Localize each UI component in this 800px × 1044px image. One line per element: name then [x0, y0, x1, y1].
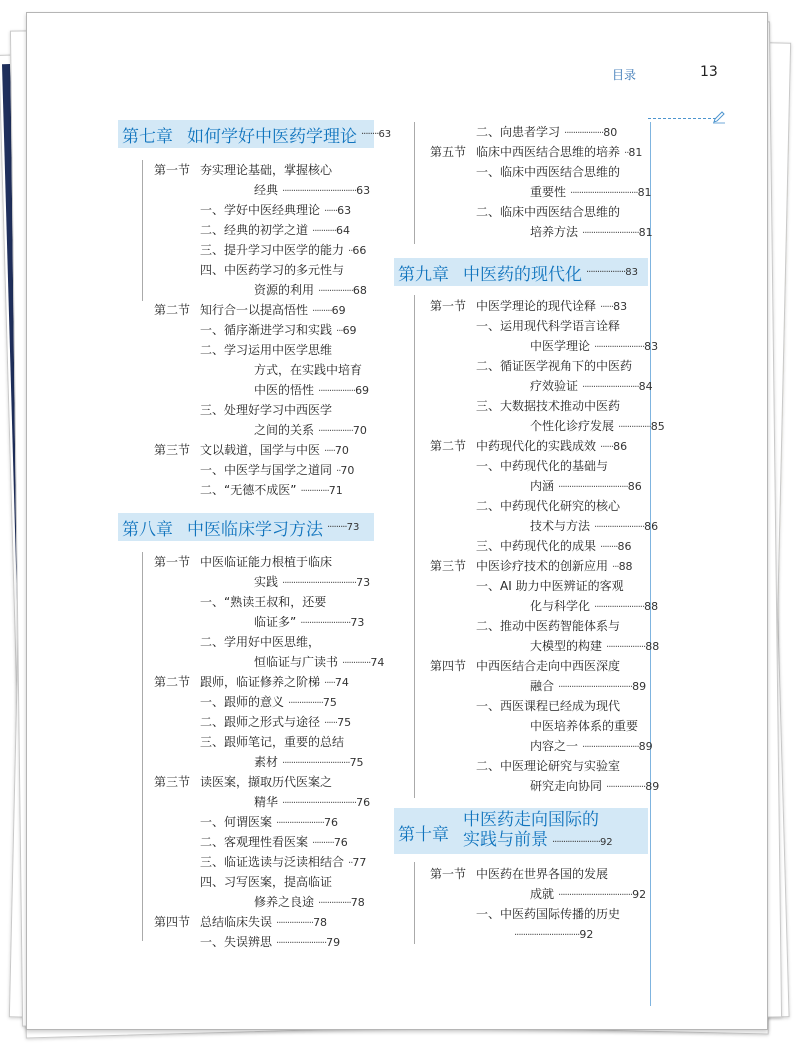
entry-title: 读医案，撷取历代医案之 [200, 775, 333, 789]
section-number: 第一节 [154, 163, 191, 177]
leader-dots: ················· [318, 386, 356, 397]
entry-title: 跟师，临证修养之阶梯 [200, 675, 321, 689]
leader-dots: ······························· [282, 758, 350, 769]
leader-dots: ··············· [618, 422, 651, 433]
toc-subsection-entry[interactable] [530, 336, 658, 356]
toc-subsection-entry[interactable] [476, 756, 624, 776]
entry-title: 二、学用好中医思维， [200, 635, 321, 649]
entry-page: 73 [350, 616, 365, 629]
entry-title: 一、中医学与国学之道同 [200, 463, 333, 477]
section-number: 第三节 [154, 443, 191, 457]
entry-title: 中西医结合走向中西医深度 [476, 659, 621, 673]
toc-subsection-entry[interactable] [476, 536, 631, 556]
entry-title: 夯实理论基础，掌握核心 [200, 163, 333, 177]
entry-page: 83 [644, 340, 659, 353]
toc-section-entry[interactable] [430, 436, 627, 456]
entry-page: 64 [335, 224, 350, 237]
toc-subsection-entry[interactable] [530, 776, 659, 796]
leader-dots: ··············· [318, 898, 351, 909]
entry-title: 二、中医理论研究与实验室 [476, 759, 621, 773]
entry-title: 之间的关系 [254, 423, 315, 437]
entry-page: 75 [322, 696, 337, 709]
entry-title: 化与科学化 [530, 599, 591, 613]
section-number: 第二节 [154, 675, 191, 689]
toc-section-entry[interactable] [154, 440, 349, 460]
toc-subsection-entry[interactable] [476, 122, 617, 142]
chapter-title-line-2-row [463, 830, 613, 850]
leader-dots: ····· [324, 678, 335, 689]
section-number: 第三节 [154, 775, 191, 789]
toc-subsection-entry[interactable] [476, 396, 624, 416]
toc-section-entry[interactable] [154, 300, 346, 320]
leader-dots: ········ [361, 128, 379, 140]
leader-dots: ········· [312, 306, 332, 317]
leader-dots: ·· [624, 148, 629, 159]
entry-title: 二、客观理性看医案 [200, 835, 309, 849]
entry-title: 恒临证与广读书 [254, 655, 339, 669]
entry-title: 三、提升学习中医学的能力 [200, 243, 345, 257]
leader-dots: ·················· [606, 642, 646, 653]
entry-page: 80 [603, 126, 618, 139]
leader-dots: ·································· [282, 578, 357, 589]
leader-dots: ··· [612, 562, 619, 573]
entry-title: 内涵 [530, 479, 555, 493]
entry-title: 修养之良途 [254, 895, 315, 909]
entry-title: 中医学理论的现代诠释 [476, 299, 597, 313]
toc-subsection-entry[interactable] [530, 222, 653, 242]
entry-title: 重要性 [530, 185, 567, 199]
chapter-title: 如何学好中医药学理论 [187, 126, 357, 147]
entry-page: 92 [579, 928, 594, 941]
entry-title: 精华 [254, 795, 279, 809]
entry-page: 88 [618, 560, 633, 573]
entry-title: 文以载道，国学与中医 [200, 443, 321, 457]
toc-subsection-entry[interactable] [254, 380, 369, 400]
entry-title: 四、中医药学习的多元性与 [200, 263, 345, 277]
entry-page: 70 [340, 464, 355, 477]
entry-page: 66 [352, 244, 367, 257]
margin-rule [650, 122, 651, 1006]
entry-title: 二、经典的初学之道 [200, 223, 309, 237]
entry-page: 89 [638, 740, 653, 753]
toc-subsection-entry[interactable] [254, 652, 384, 672]
leader-dots: ················ [318, 426, 353, 437]
entry-page: 85 [650, 420, 665, 433]
toc-subsection-entry[interactable] [476, 904, 624, 924]
toc-subsection-entry[interactable] [254, 280, 367, 300]
chapter-title-line-2: 实践与前景 [463, 830, 548, 850]
entry-title: 技术与方法 [530, 519, 591, 533]
leader-dots: ·················· [586, 266, 626, 278]
entry-title: 中医培养体系的重要 [530, 719, 639, 733]
toc-subsection-entry[interactable] [200, 480, 343, 500]
toc-section-entry[interactable] [154, 912, 327, 932]
toc-subsection-entry[interactable] [200, 320, 357, 340]
leader-dots: ······················· [300, 618, 351, 629]
section-number: 第四节 [430, 659, 467, 673]
section-number: 第一节 [430, 867, 467, 881]
leader-dots: ······························· [570, 188, 638, 199]
entry-page: 79 [326, 936, 341, 949]
toc-subsection-entry[interactable] [200, 712, 351, 732]
entry-title: 一、AI 助力中医辨证的客观 [476, 579, 624, 593]
toc-subsection-entry[interactable] [200, 592, 330, 612]
leader-dots: ······················ [552, 837, 600, 848]
toc-subsection-entry[interactable] [254, 360, 366, 380]
chapter8-cont-rule [414, 122, 415, 244]
chapter-10-heading[interactable] [394, 808, 648, 854]
chapter-number: 第八章 [122, 519, 173, 540]
leader-dots: ··· [336, 326, 343, 337]
toc-subsection-entry[interactable] [254, 892, 365, 912]
leader-dots: ············· [300, 486, 329, 497]
entry-title: 一、“熟读王叔和，还要 [200, 595, 327, 609]
toc-subsection-entry[interactable] [200, 812, 338, 832]
toc-subsection-entry[interactable] [530, 884, 646, 904]
entry-page: 63 [356, 184, 371, 197]
toc-subsection-entry[interactable] [254, 420, 367, 440]
chapter7-rule [142, 160, 143, 301]
toc-subsection-entry[interactable] [200, 240, 366, 260]
toc-subsection-entry[interactable] [476, 162, 624, 182]
toc-subsection-entry[interactable] [530, 636, 659, 656]
leader-dots: ································ [558, 482, 628, 493]
toc-subsection-entry[interactable] [476, 456, 612, 476]
entry-page: 77 [352, 856, 367, 869]
toc-subsection-entry[interactable] [254, 792, 370, 812]
entry-page: 86 [613, 440, 628, 453]
header-dotted-rule [648, 118, 716, 119]
leader-dots: ······ [324, 718, 338, 729]
leader-dots: ············· [342, 658, 371, 669]
entry-title: 临证多” [254, 615, 297, 629]
entry-title: 方式，在实践中培育 [254, 363, 363, 377]
leader-dots: ·········· [312, 838, 334, 849]
toc-section-entry[interactable] [154, 772, 336, 792]
entry-page: 76 [356, 796, 371, 809]
entry-page: 69 [342, 324, 357, 337]
entry-title: 一、何谓医案 [200, 815, 273, 829]
entry-page: 74 [370, 656, 385, 669]
leader-dots: ·································· [558, 682, 633, 693]
section-number: 第一节 [430, 299, 467, 313]
entry-title: 一、失误辨思 [200, 935, 273, 949]
leader-dots: ·························· [582, 382, 639, 393]
toc-subsection-entry[interactable] [200, 340, 336, 360]
entry-title: 大模型的构建 [530, 639, 603, 653]
toc-subsection-entry[interactable] [254, 752, 364, 772]
entry-page: 69 [355, 384, 370, 397]
entry-title: 经典 [254, 183, 279, 197]
entry-page: 86 [617, 540, 632, 553]
entry-page: 76 [333, 836, 348, 849]
entry-title: 一、临床中西医结合思维的 [476, 165, 621, 179]
entry-title: 二、中药现代化研究的核心 [476, 499, 621, 513]
toc-subsection-entry[interactable] [530, 596, 658, 616]
chapter-title-line-1: 中医药走向国际的 [463, 810, 599, 830]
toc-section-entry[interactable] [430, 656, 624, 676]
toc-subsection-entry[interactable] [476, 356, 636, 376]
entry-page: 68 [352, 284, 367, 297]
leader-dots: ······················ [276, 818, 324, 829]
chapter-page: 83 [625, 266, 638, 278]
leader-dots: ··········· [312, 226, 336, 237]
chapter8-rule [142, 552, 143, 941]
toc-subsection-entry[interactable] [200, 260, 348, 280]
leader-dots: ······ [600, 302, 614, 313]
toc-section-entry[interactable] [430, 296, 627, 316]
chapter-page: 92 [599, 837, 613, 848]
chapter-7-heading[interactable] [118, 120, 392, 148]
entry-title: 三、处理好学习中西医学 [200, 403, 333, 417]
toc-subsection-entry[interactable] [200, 220, 350, 240]
leader-dots: ················ [288, 698, 323, 709]
toc-subsection-entry[interactable] [254, 180, 370, 200]
leader-dots: ·· [336, 466, 341, 477]
entry-title: 二、“无德不成医” [200, 483, 297, 497]
entry-page: 84 [638, 380, 653, 393]
entry-title: 资源的利用 [254, 283, 315, 297]
toc-subsection-entry[interactable] [200, 832, 348, 852]
toc-subsection-entry[interactable] [530, 376, 653, 396]
entry-title: 二、向患者学习 [476, 125, 561, 139]
entry-page: 70 [352, 424, 367, 437]
entry-page: 78 [350, 896, 365, 909]
chapter-title-block [463, 810, 613, 850]
chapter-number: 第七章 [122, 126, 173, 147]
toc-subsection-entry[interactable] [530, 476, 642, 496]
entry-page: 81 [638, 226, 653, 239]
section-number: 第一节 [154, 555, 191, 569]
entry-title: 中医的悟性 [254, 383, 315, 397]
entry-page: 83 [613, 300, 628, 313]
chapter-8-heading[interactable] [118, 513, 374, 541]
toc-subsection-entry[interactable] [530, 716, 642, 736]
toc-subsection-entry[interactable] [530, 416, 665, 436]
chapter-page: 73 [346, 521, 360, 533]
toc-subsection-entry[interactable] [200, 400, 336, 420]
entry-title: 中医药在世界各国的发展 [476, 867, 609, 881]
chapter-number: 第十章 [398, 825, 449, 845]
chapter-number: 第九章 [398, 264, 449, 285]
entry-title: 内容之一 [530, 739, 579, 753]
toc-section-entry[interactable] [430, 864, 612, 884]
entry-title: 临床中西医结合思维的培养 [476, 145, 621, 159]
leader-dots: ······················· [594, 342, 645, 353]
chapter10-rule [414, 862, 415, 944]
toc-subsection-entry[interactable] [254, 572, 370, 592]
entry-title: 二、临床中西医结合思维的 [476, 205, 621, 219]
entry-title: 中医临证能力根植于临床 [200, 555, 333, 569]
toc-subsection-entry[interactable] [530, 736, 653, 756]
entry-title: 中药现代化的实践成效 [476, 439, 597, 453]
entry-title: 二、循证医学视角下的中医药 [476, 359, 633, 373]
leader-dots: ······ [324, 206, 338, 217]
toc-section-entry[interactable] [154, 160, 336, 180]
toc-subsection-entry[interactable] [200, 632, 324, 652]
chapter-title: 中医药的现代化 [463, 264, 582, 285]
entry-page: 73 [356, 576, 371, 589]
entry-title: 知行合一以提高悟性 [200, 303, 309, 317]
toc-section-entry[interactable] [430, 142, 642, 162]
entry-title: 中医诊疗技术的创新应用 [476, 559, 609, 573]
leader-dots: ·································· [558, 890, 633, 901]
page-number: 13 [700, 64, 718, 80]
entry-title: 一、跟师的意义 [200, 695, 285, 709]
toc-section-entry[interactable] [154, 552, 336, 572]
toc-subsection-entry[interactable] [476, 316, 624, 336]
leader-dots: ······························ [514, 930, 580, 941]
entry-title: 二、学习运用中医学思维 [200, 343, 333, 357]
toc-subsection-entry[interactable] [476, 202, 624, 222]
toc-subsection-entry[interactable] [200, 852, 366, 872]
entry-page: 75 [349, 756, 364, 769]
entry-title: 二、跟师之形式与途径 [200, 715, 321, 729]
entry-title: 四、习写医案，提高临证 [200, 875, 333, 889]
entry-title: 融合 [530, 679, 555, 693]
entry-title: 个性化诊疗发展 [530, 419, 615, 433]
toc-subsection-entry[interactable] [476, 696, 624, 716]
entry-page: 74 [334, 676, 349, 689]
toc-subsection-entry[interactable] [200, 932, 340, 952]
leader-dots: ·································· [282, 186, 357, 197]
toc-section-entry[interactable] [154, 672, 349, 692]
toc-subsection-entry[interactable] [530, 516, 658, 536]
section-number: 第二节 [430, 439, 467, 453]
entry-title: 三、中药现代化的成果 [476, 539, 597, 553]
entry-title: 素材 [254, 755, 279, 769]
entry-title: 一、循序渐进学习和实践 [200, 323, 333, 337]
leader-dots: ················ [318, 286, 353, 297]
entry-title: 三、临证选读与泛读相结合 [200, 855, 345, 869]
toc-subsection-entry[interactable] [200, 732, 348, 752]
entry-title: 研究走向协同 [530, 779, 603, 793]
entry-title: 一、运用现代科学语言诠释 [476, 319, 621, 333]
entry-title: 二、推动中医药智能体系与 [476, 619, 621, 633]
toc-section-entry[interactable] [430, 556, 633, 576]
entry-page: 70 [334, 444, 349, 457]
leader-dots: ······ [600, 442, 614, 453]
toc-subsection-entry[interactable] [476, 576, 628, 596]
entry-page: 88 [645, 640, 660, 653]
toc-subsection-entry[interactable] [200, 460, 354, 480]
entry-page: 69 [331, 304, 346, 317]
entry-title: 总结临床失误 [200, 915, 273, 929]
leader-dots: ·················· [564, 128, 604, 139]
entry-title: 三、大数据技术推动中医药 [476, 399, 621, 413]
entry-page: 92 [632, 888, 647, 901]
entry-page: 88 [644, 600, 659, 613]
entry-page: 71 [328, 484, 343, 497]
leader-dots: ······················· [594, 602, 645, 613]
entry-page: 76 [323, 816, 338, 829]
section-number: 第五节 [430, 145, 467, 159]
toc-subsection-entry[interactable] [254, 612, 364, 632]
chapter-9-heading[interactable] [394, 258, 648, 286]
entry-page: 89 [632, 680, 647, 693]
chapter-title: 中医临床学习方法 [187, 519, 323, 540]
entry-title: 一、西医课程已经成为现代 [476, 699, 621, 713]
toc-subsection-entry[interactable] [530, 676, 646, 696]
toc-subsection-entry[interactable] [476, 616, 624, 636]
leader-dots: ······················· [594, 522, 645, 533]
entry-title: 三、跟师笔记，重要的总结 [200, 735, 345, 749]
entry-page: 75 [337, 716, 352, 729]
entry-title: 成就 [530, 887, 555, 901]
section-number: 第四节 [154, 915, 191, 929]
entry-title: 中医学理论 [530, 339, 591, 353]
entry-page: 86 [644, 520, 659, 533]
leader-dots: ·························· [582, 742, 639, 753]
leader-dots: ·················· [606, 782, 646, 793]
leader-dots: ·· [348, 246, 353, 257]
leader-dots: ·· [348, 858, 353, 869]
chapter9-rule [414, 295, 415, 798]
toc-subsection-entry[interactable] [200, 200, 351, 220]
section-number: 第二节 [154, 303, 191, 317]
toc-subsection-entry[interactable] [200, 872, 336, 892]
chapter-page: 63 [378, 128, 392, 140]
running-header-title: 目录 [612, 68, 637, 82]
toc-subsection-entry[interactable] [476, 496, 624, 516]
leader-dots: ·························· [582, 228, 639, 239]
toc-subsection-entry[interactable] [200, 692, 337, 712]
entry-title: 一、学好中医经典理论 [200, 203, 321, 217]
entry-title: 一、中医药国际传播的历史 [476, 907, 621, 921]
entry-page: 89 [645, 780, 660, 793]
leader-dots: ····· [324, 446, 335, 457]
entry-page: 63 [337, 204, 352, 217]
leader-dots: ·································· [282, 798, 357, 809]
leader-dots: ········· [327, 521, 347, 533]
entry-title: 培养方法 [530, 225, 579, 239]
entry-title: 疗效验证 [530, 379, 579, 393]
entry-title: 一、中药现代化的基础与 [476, 459, 609, 473]
entry-title: 实践 [254, 575, 279, 589]
entry-page: 86 [627, 480, 642, 493]
entry-page: 81 [628, 146, 643, 159]
leader-dots: ········ [600, 542, 618, 553]
entry-page: 78 [313, 916, 328, 929]
leader-dots: ················· [276, 918, 314, 929]
leader-dots: ······················· [276, 938, 327, 949]
entry-page: 81 [637, 186, 652, 199]
toc-subsection-entry[interactable] [530, 182, 652, 202]
pen-icon [712, 110, 726, 124]
section-number: 第三节 [430, 559, 467, 573]
toc-subsection-entry[interactable] [510, 924, 593, 944]
